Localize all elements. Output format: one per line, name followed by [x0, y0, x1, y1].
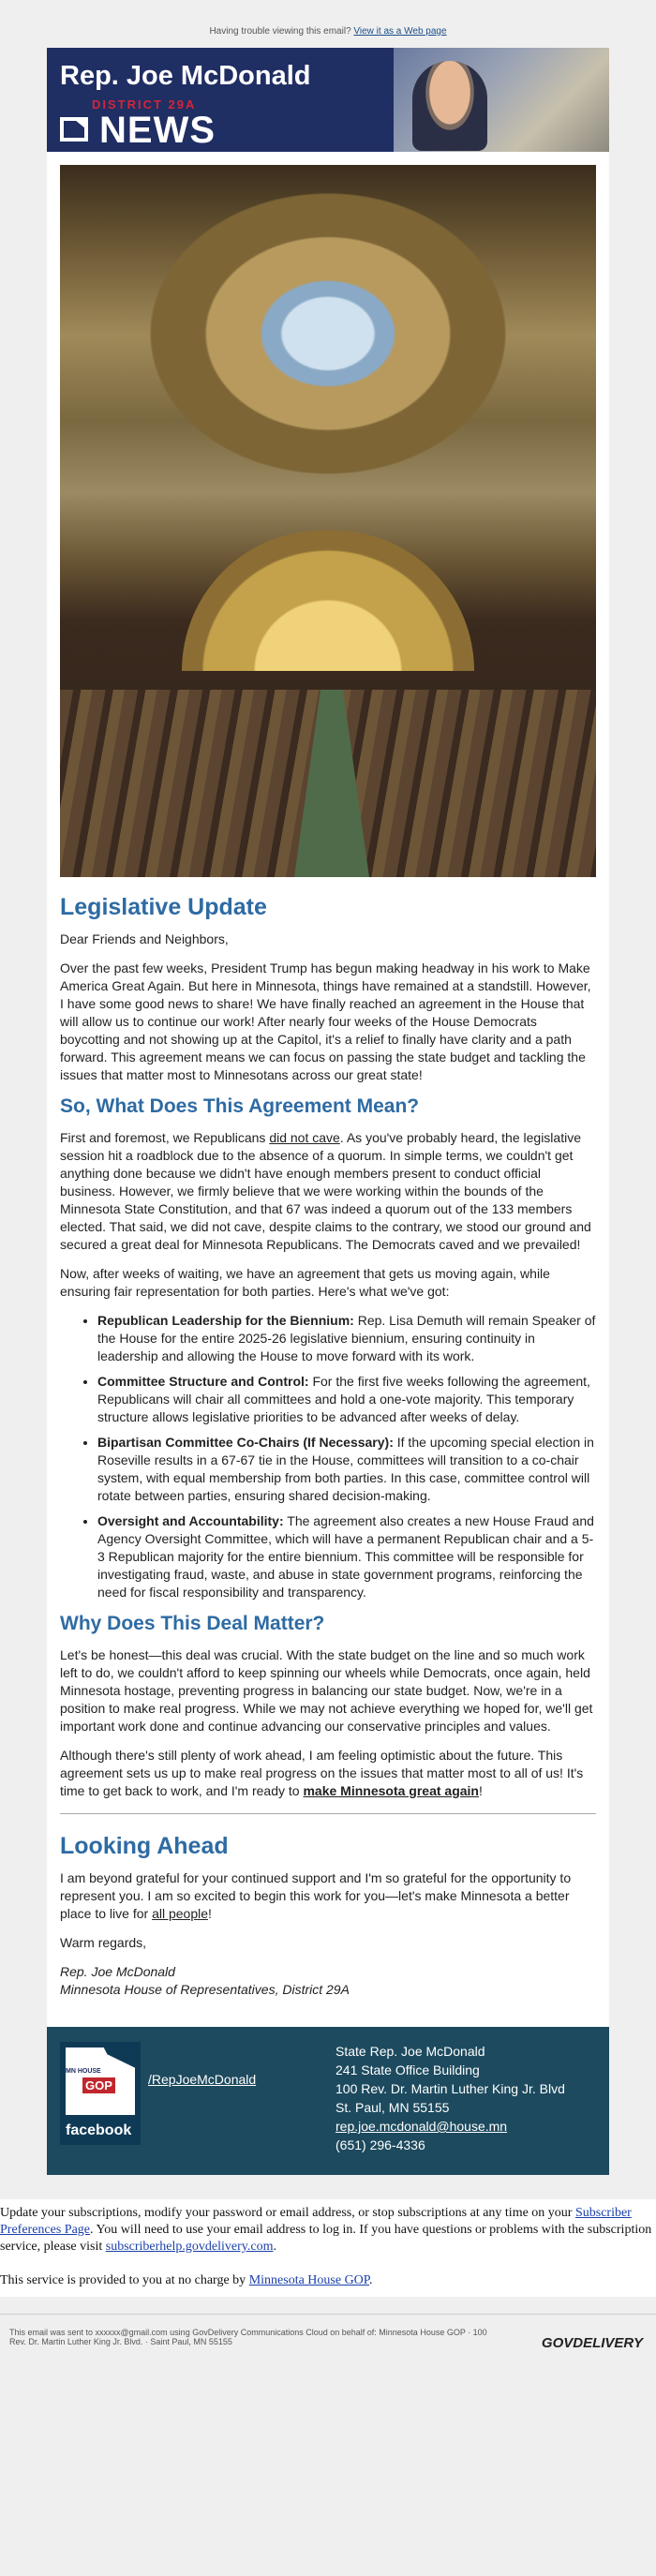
- email-link[interactable]: rep.joe.mcdonald@house.mn: [335, 2119, 508, 2134]
- subscriber-help-link[interactable]: subscriberhelp.govdelivery.com: [105, 2240, 274, 2254]
- signature-title: Minnesota House of Representatives, District 29A: [60, 1982, 350, 1997]
- subscription-info: Update your subscriptions, modify your password or email address, or stop subscriptions at any time on your Subscriber Preferences Page. You will need to use your email address to log in. If you have questions or problems with the subscription service, please visit subscriberhelp.govdelivery.com. This service is provided to you at no charge by Minnesota House GOP.: [0, 2199, 656, 2297]
- waiting-paragraph: Now, after weeks of waiting, we have an agreement that gets us moving again, while ensuring fair representation for both parties. Here's what we've got:: [60, 1266, 550, 1299]
- contact-line: St. Paul, MN 55155: [335, 2100, 450, 2115]
- grateful-paragraph: I am beyond grateful for your continued support and I'm so grateful for the opportunity to represent you. I am so excited to begin this work for you—let's make Minnesota a better place to live for all people!: [60, 1870, 572, 1921]
- agreement-heading: So, What Does This Agreement Mean?: [60, 1095, 420, 1117]
- did-not-cave-text: did not cave: [269, 1130, 340, 1145]
- agreement-list: [60, 1312, 596, 1601]
- facebook-text: facebook: [66, 2122, 132, 2138]
- chamber-arch: [182, 530, 474, 671]
- phone: (651) 296-4336: [335, 2137, 425, 2152]
- intro-paragraph: Over the past few weeks, President Trump has begun making headway in his work to Make America Great Again. But here in Minnesota, things have remained at a standstill. However, I have some good news to share! We have finally reached an agreement in the House that will allow us to continue our work! After nearly four weeks of the House Democrats boycotting and not showing up at the Capitol, it's a relief to finally have clarity and a path forward. This agreement means we can focus on passing the state budget and tackling the issues that matter most to Minnesotans across our great state!: [60, 960, 591, 1082]
- list-item: • Bipartisan Committee Co-Chairs (If Necessary): If the upcoming special election in Roseville results in a 67-67 tie in the House, committees will transition to a co-chair system, with equal membership from both parties. In this case, committee control will rotate between parties, ensuring shared decision-making.: [97, 1434, 596, 1505]
- header-banner: [47, 48, 609, 152]
- sent-to-line: This email was sent to xxxxxx@gmail.com using GovDelivery Communications Cloud on behalf of: Minnesota House GOP · 100: [9, 2328, 487, 2337]
- bottom-bar: [0, 2314, 656, 2365]
- logo-house-text: MN HOUSE: [66, 2068, 101, 2075]
- facebook-logo[interactable]: [60, 2042, 141, 2145]
- address-line: Rev. Dr. Martin Luther King Jr. Blvd. · Saint Paul, MN 55155: [9, 2337, 232, 2346]
- list-item: • Committee Structure and Control: For the first five weeks following the agreement, Republicans will chair all committees and hold a one-vote majority. This temporary structure allows legislative priorities to be advanced after weeks of delay.: [97, 1373, 596, 1426]
- banner-district: DISTRICT 29A: [92, 97, 197, 112]
- house-gop-link[interactable]: Minnesota House GOP: [248, 2273, 370, 2287]
- logo-gop-text: GOP: [82, 2077, 115, 2093]
- contact-info: [335, 2042, 565, 2154]
- looking-ahead-heading: Looking Ahead: [60, 1833, 229, 1859]
- subscriber-preferences-link[interactable]: Subscriber Preferences Page: [0, 2206, 632, 2237]
- trouble-viewing-note: [0, 0, 656, 48]
- house-chamber-photo: [60, 165, 596, 877]
- agreement-paragraph: First and foremost, we Republicans did not cave. As you've probably heard, the legislative session hit a roadblock due to the absence of a quorum. In simple terms, we couldn't get anything done because we didn't have enough members present to conduct official business. However, we firmly believe that we were working within the bounds of the Minnesota State Constitution, and that 67 was indeed a quorum out of the 133 members elected. That said, we did not cave, despite claims to the contrary, we stood our ground and secured a great deal for Minnesota Republicans. The Democrats caved and we prevailed!: [60, 1130, 591, 1252]
- banner-title: Rep. Joe McDonald: [60, 61, 311, 91]
- optimistic-paragraph: Although there's still plenty of work ahead, I am feeling optimistic about the future. This agreement sets us up to make real progress on the issues that matter most to all of us! It's time to get back to work, and I'm ready to make Minnesota great again!: [60, 1748, 584, 1798]
- closing: Warm regards,: [60, 1935, 147, 1950]
- contact-footer: [47, 2027, 609, 2175]
- trouble-text: Having trouble viewing this email?: [209, 26, 351, 37]
- dome-skylight: [150, 193, 506, 474]
- list-item: • Republican Leadership for the Biennium: Rep. Lisa Demuth will remain Speaker of the House for the entire 2025-26 legislative biennium, ensuring continuity in leadership and allowing the House to move forward with its work.: [97, 1312, 596, 1365]
- representative-photo: [412, 61, 487, 151]
- list-item: • Oversight and Accountability: The agreement also creates a new House Fraud and Agency Oversight Committee, which will have a permanent Republican chair and a 5-3 Republican majority for the entire biennium. This committee will be responsible for investigating fraud, waste, and abuse in state government programs, reinforcing the need for fiscal responsibility and transparency.: [97, 1512, 596, 1601]
- honest-paragraph: Let's be honest—this deal was crucial. With the state budget on the line and so much work left to do, we couldn't afford to keep spinning our wheels while Democrats, once again, held Minnesota hostage, preventing progress in balancing our state budget. Now, we're in a position to make real progress. While we may not achieve everything we hoped for, we'll get important work done and continue advancing our conservative principles and values.: [60, 1647, 593, 1734]
- facebook-page-link[interactable]: /RepJoeMcDonald: [148, 2072, 257, 2087]
- web-page-link[interactable]: View it as a Web page: [353, 26, 447, 37]
- signature: [60, 1963, 596, 1999]
- mn-house-logo-icon: [60, 117, 88, 141]
- divider: [60, 1813, 596, 1814]
- all-people-text: all people: [152, 1906, 208, 1921]
- contact-line: 100 Rev. Dr. Martin Luther King Jr. Blvd: [335, 2081, 565, 2096]
- contact-line: 241 State Office Building: [335, 2062, 480, 2077]
- banner-news: NEWS: [99, 110, 216, 151]
- govdelivery-logo[interactable]: GOVDELIVERY: [541, 2335, 643, 2351]
- content-card: [47, 152, 609, 2027]
- greeting: Dear Friends and Neighbors,: [60, 931, 229, 946]
- legislative-update-heading: Legislative Update: [60, 894, 267, 920]
- deal-matter-heading: Why Does This Deal Matter?: [60, 1613, 325, 1634]
- contact-line: State Rep. Joe McDonald: [335, 2044, 485, 2059]
- signature-name: Rep. Joe McDonald: [60, 1964, 175, 1979]
- make-minnesota-great-text: make Minnesota great again: [303, 1783, 479, 1798]
- email-body: [47, 48, 609, 2175]
